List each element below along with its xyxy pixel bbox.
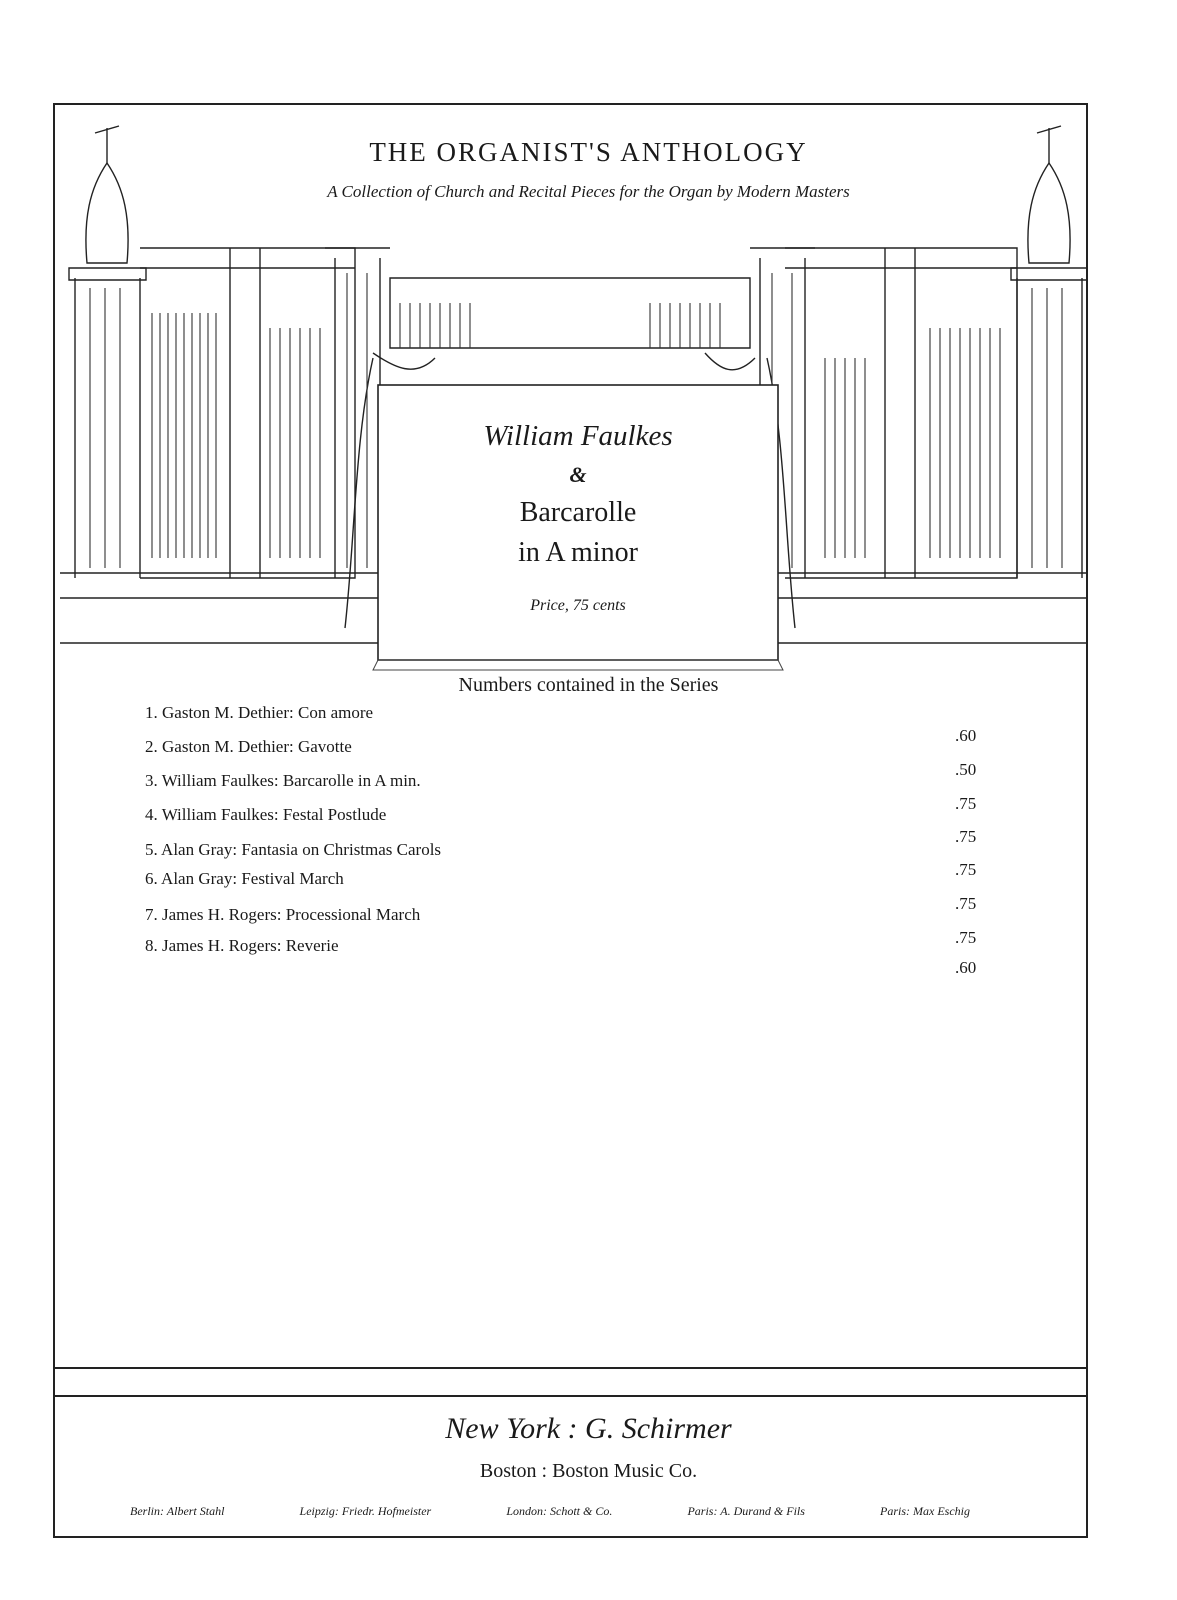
series-item-6: 6. Alan Gray: Festival March: [145, 869, 344, 888]
series-item-8: 8. James H. Rogers: Reverie: [145, 936, 339, 955]
series-title: THE ORGANIST'S ANTHOLOGY: [369, 137, 808, 167]
work-title-line-2: in A minor: [518, 537, 638, 568]
series-price-4: .75: [955, 827, 977, 846]
series-price-8: .60: [955, 958, 977, 977]
series-item-4: 4. William Faulkes: Festal Postlude: [145, 805, 387, 824]
series-price-7: .75: [955, 928, 977, 947]
publisher-line: New York : G. Schirmer: [445, 1412, 732, 1445]
title-banner: [378, 385, 778, 655]
series-list-heading: Numbers contained in the Series: [458, 674, 719, 696]
series-price-6: .75: [955, 894, 977, 913]
series-subtitle: A Collection of Church and Recital Pieces for the Organ by Modern Masters: [327, 182, 850, 201]
series-price-1: .60: [955, 726, 977, 745]
foreign-agents: [130, 1504, 970, 1519]
agent-leipzig: Leipzig: Friedr. Hofmeister: [299, 1504, 432, 1518]
ampersand-ornament: &: [569, 462, 587, 487]
work-title-line-1: Barcarolle: [519, 497, 637, 528]
series-price-3: .75: [955, 794, 977, 813]
series-item-5: 5. Alan Gray: Fantasia on Christmas Carols: [145, 840, 442, 859]
agent-paris-eschig: Paris: Max Eschig: [880, 1504, 970, 1518]
series-price-2: .50: [955, 760, 977, 779]
boston-agent-line: Boston : Boston Music Co.: [479, 1460, 698, 1482]
work-title: [378, 493, 778, 573]
series-item-7: 7. James H. Rogers: Processional March: [145, 905, 421, 924]
series-item-1: 1. Gaston M. Dethier: Con amore: [145, 703, 374, 722]
series-item-3: 3. William Faulkes: Barcarolle in A min.: [145, 771, 421, 790]
series-item-2: 2. Gaston M. Dethier: Gavotte: [145, 737, 352, 756]
composer-name: William Faulkes: [483, 420, 673, 452]
agent-berlin: Berlin: Albert Stahl: [130, 1504, 225, 1518]
agent-london: London: Schott & Co.: [506, 1504, 613, 1518]
edition-price: Price, 75 cents: [530, 597, 626, 614]
footer-rule-upper: [55, 1367, 1086, 1369]
footer-rule-lower: [55, 1395, 1086, 1397]
agent-paris-durand: Paris: A. Durand & Fils: [687, 1504, 805, 1518]
series-price-5: .75: [955, 860, 977, 879]
